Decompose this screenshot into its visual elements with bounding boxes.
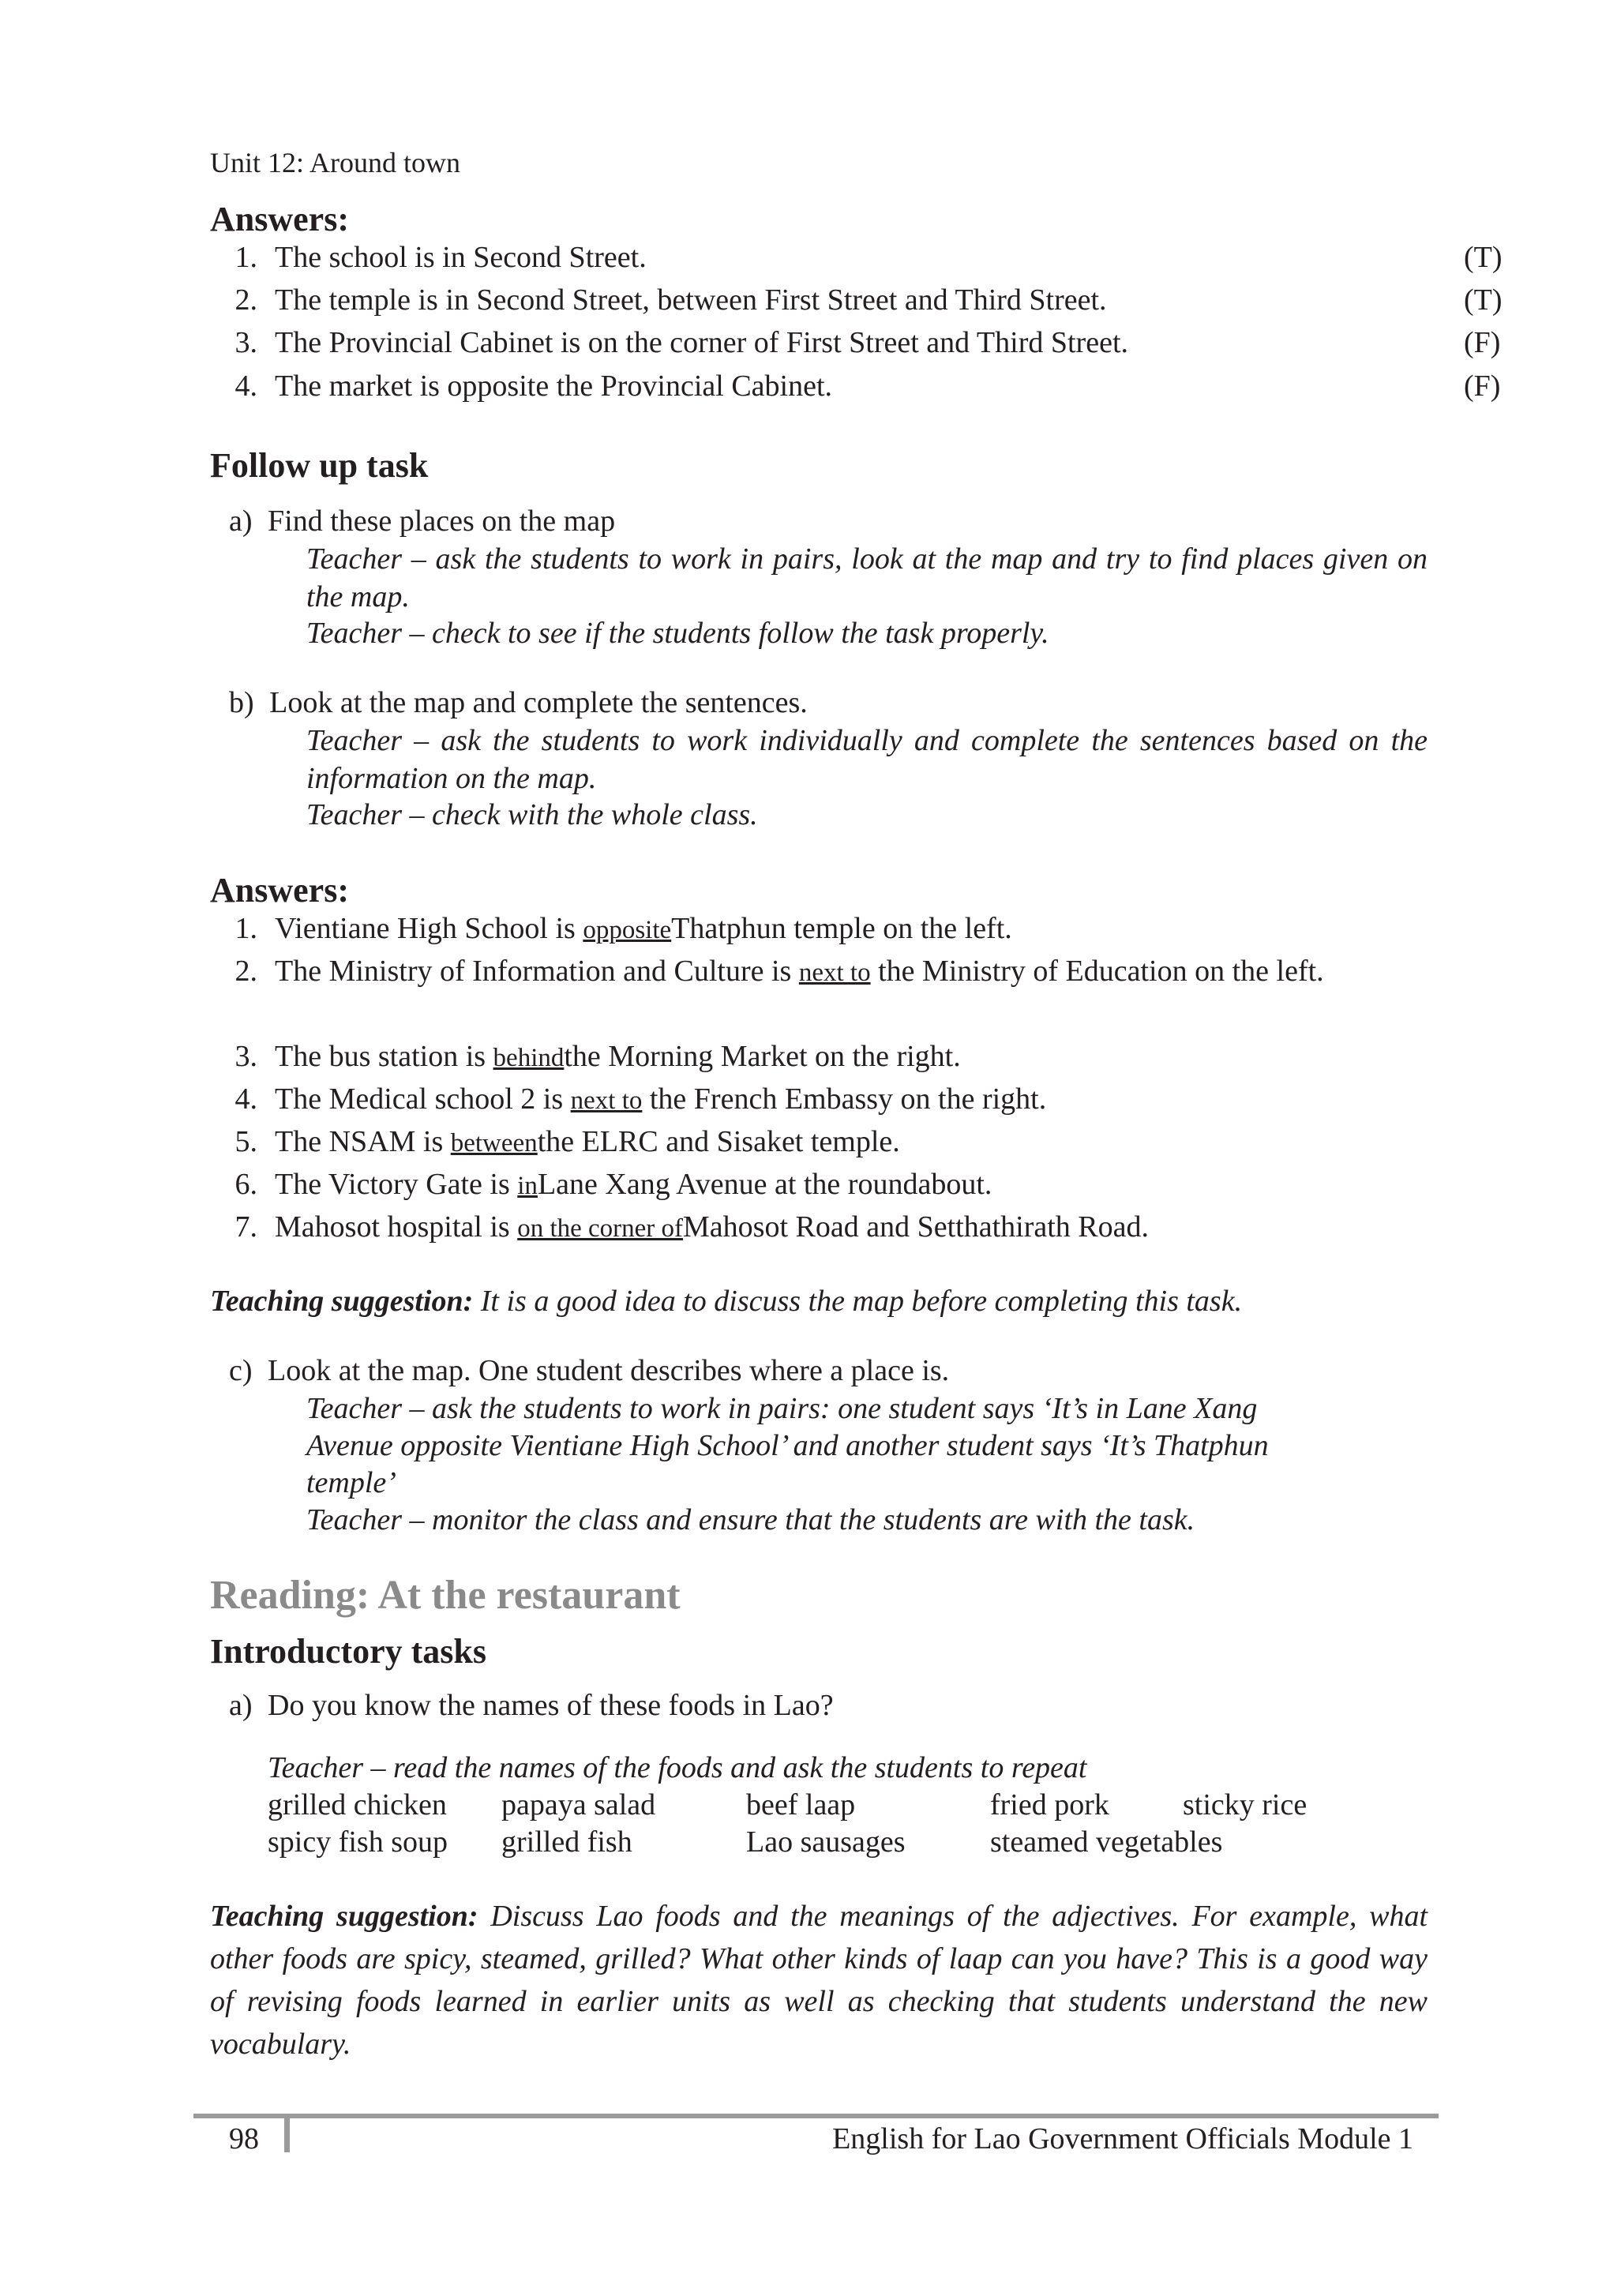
teacher-note: Teacher – check with the whole class. xyxy=(306,798,758,831)
item-text: The market is opposite the Provincial Cabinet. xyxy=(275,370,833,403)
suggestion-label: Teaching suggestion: xyxy=(210,1285,474,1318)
item-pre: The Medical school 2 is xyxy=(275,1082,571,1116)
list-item xyxy=(210,1208,1149,1247)
teacher-note: Avenue opposite Vientiane High School’ and another student says ‘It’s Thatphun xyxy=(306,1429,1269,1462)
item-pre: The Victory Gate is xyxy=(275,1168,518,1201)
page-number: 98 xyxy=(229,2122,259,2155)
item-number: 4. xyxy=(234,370,257,403)
footer-rule xyxy=(193,2114,1439,2118)
item-number: 2. xyxy=(234,283,257,317)
list-item xyxy=(210,367,1501,405)
item-post: Mahosot Road and Setthathirath Road. xyxy=(683,1210,1149,1244)
item-number: 1. xyxy=(234,241,257,274)
answer-word: next to xyxy=(798,959,871,987)
item-number: 4. xyxy=(234,1082,257,1116)
food-item: Lao sausages xyxy=(746,1825,906,1859)
task-label: c) xyxy=(229,1354,253,1387)
task-b xyxy=(229,684,808,722)
task-a xyxy=(229,502,615,540)
item-number: 6. xyxy=(234,1168,257,1201)
teaching-suggestion xyxy=(210,1895,1428,2065)
food-item: fried pork xyxy=(990,1788,1109,1821)
suggestion-text: It is a good idea to discuss the map before completing this task. xyxy=(473,1285,1243,1318)
food-item: grilled chicken xyxy=(268,1788,447,1821)
footer-title: English for Lao Government Officials Module 1 xyxy=(832,2122,1413,2155)
item-post: Lane Xang Avenue at the roundabout. xyxy=(537,1168,992,1201)
item-mark: (F) xyxy=(1464,370,1501,403)
answer-word: in xyxy=(517,1172,538,1200)
item-pre: Mahosot hospital is xyxy=(275,1210,518,1244)
list-item xyxy=(210,324,1501,362)
list-item xyxy=(210,1165,992,1205)
item-number: 3. xyxy=(234,326,257,359)
task-a xyxy=(229,1686,834,1724)
item-text: The temple is in Second Street, between First Street and Third Street. xyxy=(275,283,1107,317)
teacher-note: Teacher – read the names of the foods and ask the students to repeat xyxy=(268,1751,1087,1784)
task-text: Find these places on the map xyxy=(268,505,616,538)
answer-word: on the corner of xyxy=(517,1214,684,1243)
teacher-note: temple’ xyxy=(306,1466,396,1499)
food-item: papaya salad xyxy=(501,1788,656,1821)
suggestion-text: Discuss Lao foods and the meanings of the adjectives. For example, what other foods are spicy, steamed, grilled? What other kinds of laap can you have? This is a good way of revising foods learned in earlier units as well as checking that students understand the new vocabulary. xyxy=(210,1900,1428,2061)
unit-header: Unit 12: Around town xyxy=(210,147,461,178)
item-mark: (F) xyxy=(1464,326,1501,359)
item-post: Thatphun temple on the left. xyxy=(671,912,1012,945)
teaching-suggestion xyxy=(210,1282,1242,1320)
item-post: the ELRC and Sisaket temple. xyxy=(537,1125,900,1158)
list-item xyxy=(210,238,1503,276)
answer-word: behind xyxy=(493,1044,565,1072)
item-post: the Morning Market on the right. xyxy=(564,1040,961,1073)
food-item: beef laap xyxy=(746,1788,856,1821)
food-item: grilled fish xyxy=(501,1825,632,1859)
list-item xyxy=(210,910,1012,949)
intro-heading: Introductory tasks xyxy=(210,1632,487,1671)
item-text: The school is in Second Street. xyxy=(275,241,647,274)
task-label: a) xyxy=(229,1689,253,1722)
item-mark: (T) xyxy=(1464,241,1503,274)
item-number: 3. xyxy=(234,1040,257,1073)
food-item: sticky rice xyxy=(1183,1788,1307,1821)
food-item: spicy fish soup xyxy=(268,1825,448,1859)
task-label: a) xyxy=(229,505,253,538)
followup-heading: Follow up task xyxy=(210,446,429,485)
task-text: Look at the map and complete the sentences. xyxy=(269,686,808,719)
task-text: Look at the map. One student describes where a place is. xyxy=(268,1354,950,1387)
item-pre: The bus station is xyxy=(275,1040,493,1073)
task-c xyxy=(229,1352,949,1390)
item-post: the French Embassy on the right. xyxy=(642,1082,1047,1116)
answers-heading: Answers: xyxy=(210,871,349,910)
answers-heading: Answers: xyxy=(210,200,349,238)
item-number: 5. xyxy=(234,1125,257,1158)
item-pre: The Ministry of Information and Culture is xyxy=(275,955,799,988)
item-post: the Ministry of Education on the left. xyxy=(870,955,1324,988)
item-number: 2. xyxy=(234,955,257,988)
list-item xyxy=(210,1123,900,1162)
answer-word: opposite xyxy=(583,916,672,944)
teacher-note: Teacher – monitor the class and ensure that the students are with the task. xyxy=(306,1503,1195,1536)
suggestion-label: Teaching suggestion: xyxy=(210,1900,478,1933)
task-text: Do you know the names of these foods in Lao? xyxy=(268,1689,834,1722)
answer-word: next to xyxy=(570,1086,643,1115)
list-item xyxy=(210,1037,961,1077)
food-item: steamed vegetables xyxy=(990,1825,1223,1859)
teacher-note: Teacher – ask the students to work in pairs: one student says ‘It’s in Lane Xang xyxy=(306,1392,1258,1425)
item-text: The Provincial Cabinet is on the corner of First Street and Third Street. xyxy=(275,326,1128,359)
task-label: b) xyxy=(229,686,254,719)
item-number: 7. xyxy=(234,1210,257,1244)
list-item xyxy=(210,952,1428,992)
teacher-note: Teacher – ask the students to work in pairs, look at the map and try to find places given on the map. xyxy=(306,542,1428,613)
teacher-note: Teacher – ask the students to work individually and complete the sentences based on the information on the map. xyxy=(306,724,1428,795)
footer-divider xyxy=(284,2118,290,2152)
list-item xyxy=(210,281,1503,319)
teacher-note: Teacher – check to see if the students follow the task properly. xyxy=(306,617,1049,650)
item-pre: The NSAM is xyxy=(275,1125,451,1158)
item-pre: Vientiane High School is xyxy=(275,912,583,945)
section-title: Reading: At the restaurant xyxy=(210,1573,681,1618)
item-number: 1. xyxy=(234,912,257,945)
item-mark: (T) xyxy=(1464,283,1503,317)
answer-word: between xyxy=(450,1129,538,1157)
list-item xyxy=(210,1080,1046,1120)
